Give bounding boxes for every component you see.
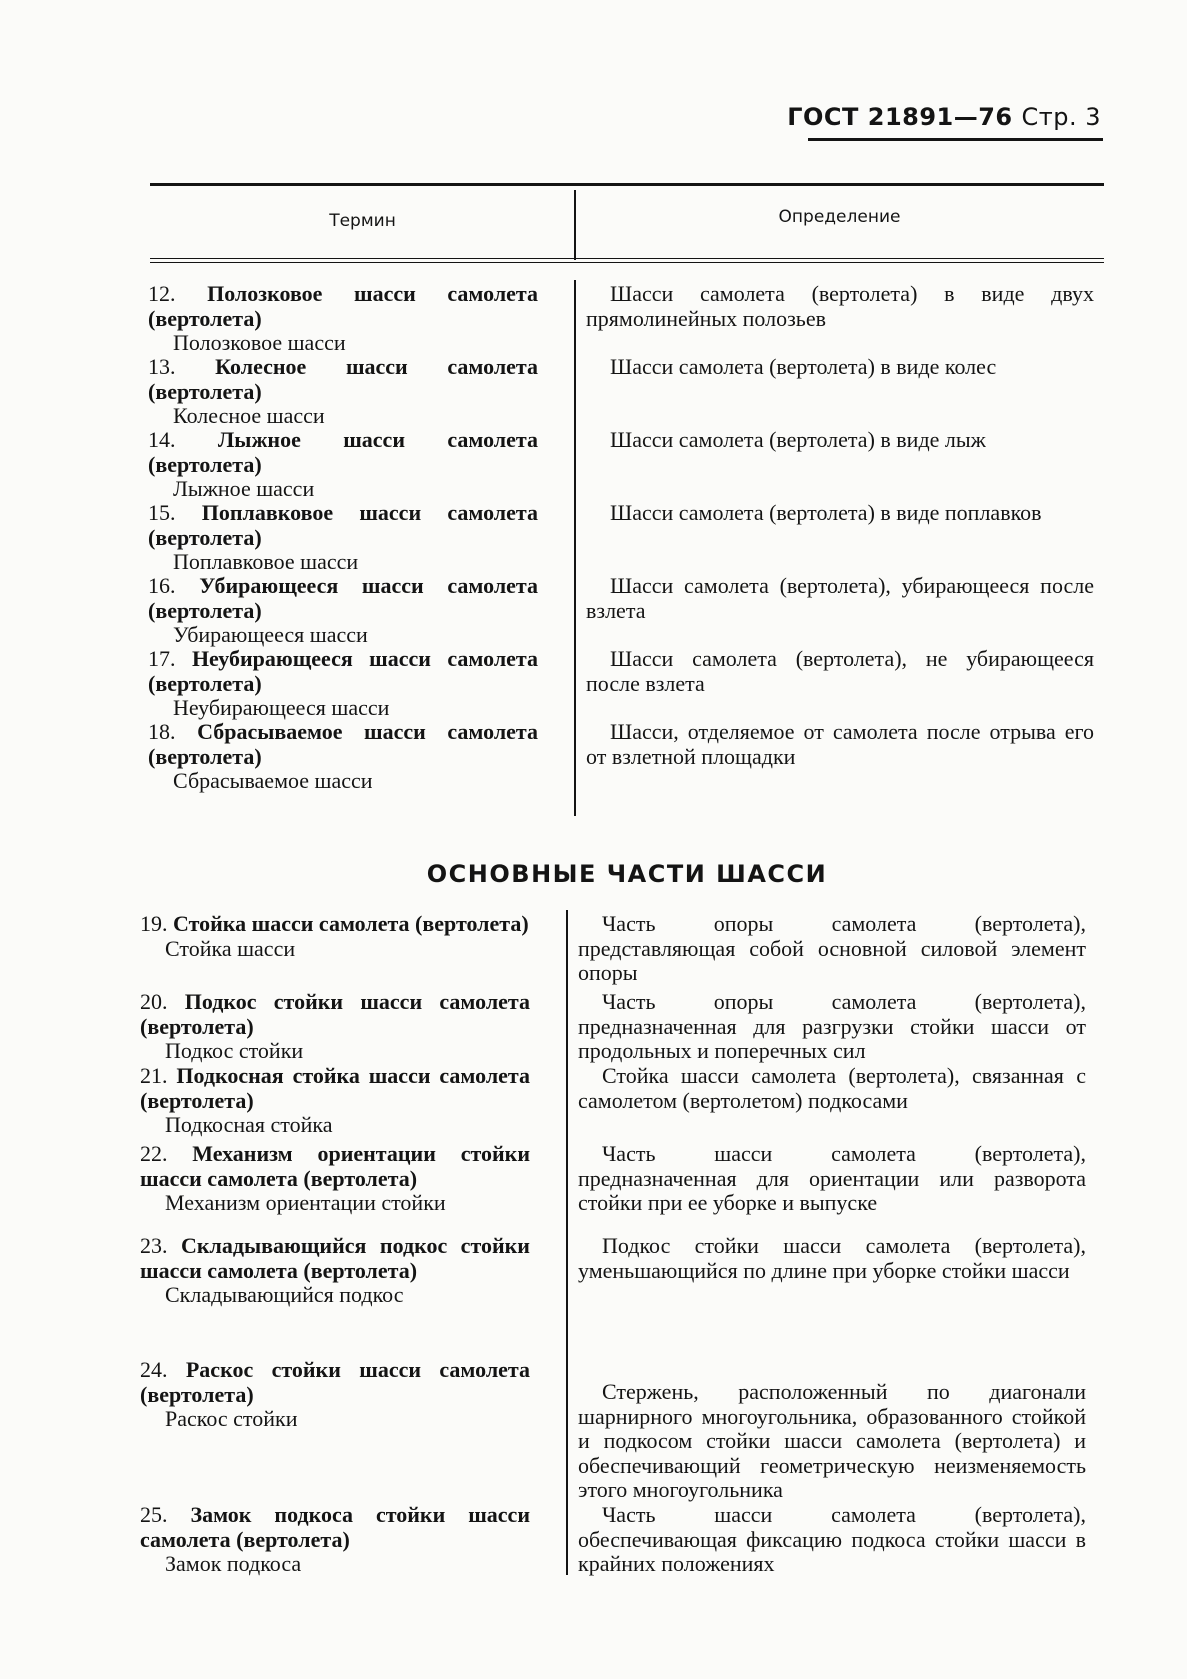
table-row: 14. Лыжное шасси самолета (вертолета) Лыжное шасси Шасси самолета (вертолета) в виде лыж xyxy=(138,428,1103,501)
table-row: 21. Подкосная стойка шасси самолета (вертолета) Подкосная стойка Стойка шасси самолета (вертолета), связанная с самолетом (вертолетом) подкосами xyxy=(140,1063,1086,1137)
table-row: 23. Складывающийся подкос стойки шасси самолета (вертолета) Складывающийся подкос Подкос стойки шасси самолета (вертолета), уменьшающийся по длине при уборке стойки шасси xyxy=(140,1233,1086,1307)
term-definition: Шасси самолета (вертолета) в виде поплавков xyxy=(610,500,1042,525)
table-row: 20. Подкос стойки шасси самолета (вертолета) Подкос стойки Часть опоры самолета (вертолета), предназначенная для разгрузки стойки шасси от продольных и поперечных сил xyxy=(140,989,1086,1063)
table-row: 18. Сбрасываемое шасси самолета (вертолета) Сбрасываемое шасси Шасси, отделяемое от самолета после отрыва его от взлетной площадки xyxy=(148,719,1094,793)
term-short: Колесное шасси xyxy=(173,403,325,428)
term-title: Сбрасываемое шасси самолета (вертолета) xyxy=(148,719,539,769)
term-short: Поплавковое шасси xyxy=(173,549,359,574)
term-definition: Шасси, отделяемое от самолета после отрыва его от взлетной площадки xyxy=(586,719,1094,769)
table-row: 16. Убирающееся шасси самолета (вертолета) Убирающееся шасси Шасси самолета (вертолета), убирающееся после взлета xyxy=(148,573,1094,647)
term-definition: Часть шасси самолета (вертолета), предназначенная для ориентации или разворота стойки при ее уборке и выпуске xyxy=(578,1141,1086,1215)
term-title: Неубирающееся шасси самолета (вертолета) xyxy=(148,646,539,696)
terms-table-1 xyxy=(138,282,1103,793)
term-definition: Шасси самолета (вертолета) в виде двух прямолинейных полозьев xyxy=(586,281,1094,331)
term-definition: Подкос стойки шасси самолета (вертолета), уменьшающийся по длине при уборке стойки шасси xyxy=(578,1233,1086,1283)
table-row: 12. Полозковое шасси самолета (вертолета) Полозковое шасси Шасси самолета (вертолета) в виде двух прямолинейных полозьев xyxy=(148,281,1094,355)
header-rule xyxy=(808,138,1103,141)
table-row: 17. Неубирающееся шасси самолета (вертолета) Неубирающееся шасси Шасси самолета (вертолета), не убирающееся после взлета xyxy=(148,646,1094,720)
term-short: Подкос стойки xyxy=(165,1038,304,1063)
term-title: Замок подкоса стойки шасси самолета (вертолета) xyxy=(140,1502,530,1552)
term-short: Лыжное шасси xyxy=(173,476,315,501)
term-title: Раскос стойки шасси самолета (вертолета) xyxy=(140,1357,530,1407)
column-header-term: Термин xyxy=(329,211,396,231)
term-short: Убирающееся шасси xyxy=(173,622,368,647)
term-short: Замок подкоса xyxy=(165,1551,302,1576)
term-title: Колесное шасси самолета (вертолета) xyxy=(148,354,539,404)
terms-table-2 xyxy=(130,912,1095,1583)
term-definition: Часть опоры самолета (вертолета), представляющая собой основной силовой элемент опоры xyxy=(578,911,1086,985)
term-title: Лыжное шасси самолета (вертолета) xyxy=(148,427,538,477)
header-column-divider xyxy=(574,190,576,260)
term-definition: Стойка шасси самолета (вертолета), связанная с самолетом (вертолетом) подкосами xyxy=(578,1063,1086,1113)
term-definition: Шасси самолета (вертолета), убирающееся после взлета xyxy=(586,573,1094,623)
term-title: Подкосная стойка шасси самолета (вертолета) xyxy=(140,1063,530,1113)
page-header xyxy=(787,103,1101,131)
term-title: Поплавковое шасси самолета (вертолета) xyxy=(148,500,538,550)
term-title: Подкос стойки шасси самолета (вертолета) xyxy=(140,989,531,1039)
term-definition: Шасси самолета (вертолета), не убирающееся после взлета xyxy=(586,646,1094,696)
term-short: Полозковое шасси xyxy=(173,330,346,355)
term-short: Раскос стойки xyxy=(165,1406,298,1431)
term-definition: Шасси самолета (вертолета) в виде лыж xyxy=(610,427,986,452)
term-short: Складывающийся подкос xyxy=(165,1282,404,1307)
term-short: Подкосная стойка xyxy=(165,1112,333,1137)
term-definition: Часть шасси самолета (вертолета), обеспечивающая фиксацию подкоса стойки шасси в крайних положениях xyxy=(578,1502,1086,1576)
table-row: 24. Раскос стойки шасси самолета (вертолета) Раскос стойки Стержень, расположенный по диагонали шарнирного многоугольника, образованного стойкой и подкосом стойки шасси самолета (вертолета) и обеспечивающий геометрическую неизменяемость этого многоугольника xyxy=(140,1357,1086,1502)
term-short: Механизм ориентации стойки xyxy=(165,1190,446,1215)
column-header-definition: Определение xyxy=(778,207,901,227)
table-header xyxy=(150,193,1104,255)
table-row: 13. Колесное шасси самолета (вертолета) Колесное шасси Шасси самолета (вертолета) в виде колес xyxy=(138,355,1103,428)
term-title: Складывающийся подкос стойки шасси самолета (вертолета) xyxy=(140,1233,530,1283)
table-row: 22. Механизм ориентации стойки шасси самолета (вертолета) Механизм ориентации стойки Часть шасси самолета (вертолета), предназначенная для ориентации или разворота стойки при ее уборке и выпуске xyxy=(140,1141,1086,1215)
term-title: Механизм ориентации стойки шасси самолета (вертолета) xyxy=(140,1141,531,1191)
page-number: Стр. 3 xyxy=(1021,103,1101,131)
table-row: 19. Стойка шасси самолета (вертолета) Стойка шасси Часть опоры самолета (вертолета), представляющая собой основной силовой элемент опоры xyxy=(140,911,1086,985)
table-row: 15. Поплавковое шасси самолета (вертолета) Поплавковое шасси Шасси самолета (вертолета) в виде поплавков xyxy=(138,501,1103,574)
term-short: Неубирающееся шасси xyxy=(173,695,390,720)
term-short: Стойка шасси xyxy=(165,935,296,961)
table-row: 25. Замок подкоса стойки шасси самолета (вертолета) Замок подкоса Часть шасси самолета (вертолета), обеспечивающая фиксацию подкоса стойки шасси в крайних положениях xyxy=(140,1502,1086,1576)
term-definition: Часть опоры самолета (вертолета), предназначенная для разгрузки стойки шасси от продольных и поперечных сил xyxy=(578,989,1086,1063)
term-title: Стойка шасси самолета (вертолета) xyxy=(173,911,529,936)
section-title: ОСНОВНЫЕ ЧАСТИ ШАССИ xyxy=(426,860,828,888)
term-title: Полозковое шасси самолета (вертолета) xyxy=(148,281,538,331)
term-title: Убирающееся шасси самолета (вертолета) xyxy=(148,573,539,623)
header-double-rule xyxy=(150,258,1104,263)
standard-number: ГОСТ 21891—76 xyxy=(787,103,1013,131)
term-definition: Стержень, расположенный по диагонали шарнирного многоугольника, образованного стойкой и подкосом стойки шасси самолета (вертолета) и обеспечивающий геометрическую неизменяемость этого многоугольника xyxy=(578,1379,1086,1502)
table-top-rule xyxy=(150,183,1104,186)
term-short: Сбрасываемое шасси xyxy=(173,768,373,793)
term-definition: Шасси самолета (вертолета) в виде колес xyxy=(610,354,997,379)
